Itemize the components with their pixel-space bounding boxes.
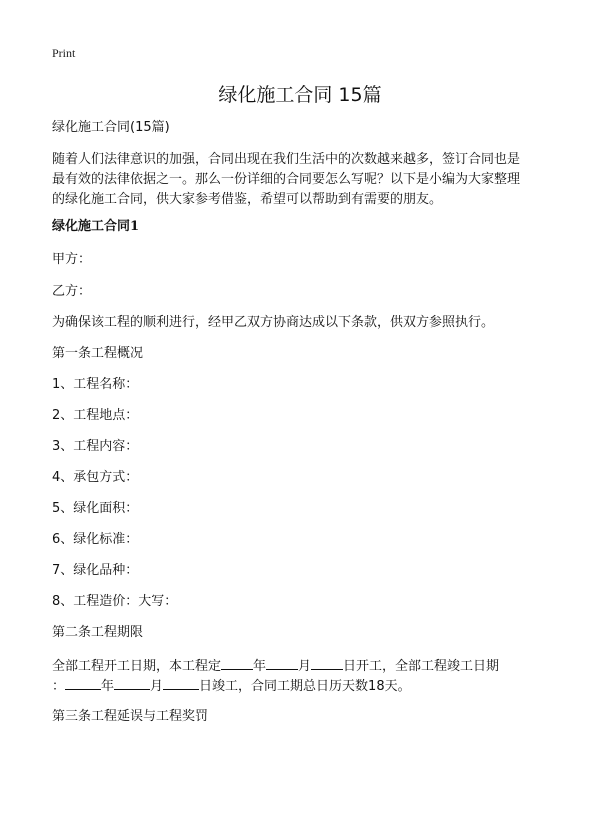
article-3-heading: 第三条工程延误与工程奖罚	[52, 709, 209, 724]
intro-line-1: 随着人们法律意识的加强，合同出现在我们生活中的次数越来越多，签订合同也是	[52, 152, 521, 167]
print-label: Print	[52, 46, 76, 60]
article-1-heading: 第一条工程概况	[52, 346, 144, 361]
article-1-item: 7、绿化品种：	[52, 563, 139, 578]
period-year-label: 年	[253, 659, 267, 674]
article-1-item: 8、工程造价：大写：	[52, 594, 178, 609]
intro-line-3: 的绿化施工合同，供大家参考借鉴，希望可以帮助到有需要的朋友。	[52, 192, 443, 207]
period-text: 全部工程开工日期，本工程定	[52, 659, 222, 674]
period-month-label: 月	[150, 679, 164, 694]
period-year-label: 年	[101, 679, 115, 694]
purpose-text: 为确保该工程的顺利进行，经甲乙双方协商达成以下条款，供双方参照执行。	[52, 315, 495, 330]
blank-field	[221, 655, 253, 670]
blank-field	[311, 655, 343, 670]
article-1-item: 2、工程地点：	[52, 408, 139, 423]
document-title: 绿化施工合同 15篇	[218, 84, 382, 106]
article-1-item: 5、绿化面积：	[52, 501, 139, 516]
article-1-item: 1、工程名称：	[52, 377, 139, 392]
blank-field	[65, 675, 101, 690]
blank-field	[114, 675, 150, 690]
period-month-label: 月	[298, 659, 312, 674]
subtitle: 绿化施工合同(15篇)	[52, 120, 170, 135]
blank-field	[266, 655, 298, 670]
period-line-1	[52, 655, 552, 677]
article-1-item: 4、承包方式：	[52, 470, 139, 485]
article-1-item: 6、绿化标准：	[52, 532, 139, 547]
party-b-label: 乙方：	[52, 284, 92, 299]
party-a-label: 甲方：	[52, 252, 92, 267]
article-2-heading: 第二条工程期限	[52, 625, 144, 640]
contract-heading: 绿化施工合同1	[52, 219, 140, 234]
period-text: ：	[52, 679, 66, 694]
article-1-item: 3、工程内容：	[52, 439, 139, 454]
period-text: 日竣工，合同工期总日历天数18天。	[199, 679, 411, 694]
intro-line-2: 最有效的法律依据之一。那么一份详细的合同要怎么写呢？以下是小编为大家整理	[52, 172, 521, 187]
period-line-2	[52, 675, 552, 697]
period-text: 日开工，全部工程竣工日期	[343, 659, 500, 674]
blank-field	[163, 675, 199, 690]
